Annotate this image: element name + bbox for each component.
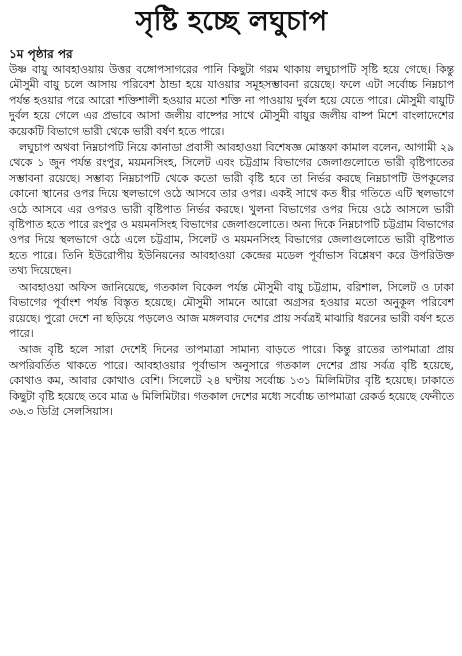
- article-paragraph-1: উষ্ণ বায়ু আবহাওয়ায় উত্তর বঙ্গোপসাগরের পানি কিছুটা গরম থাকায় লঘুচাপটি সৃষ্টি হয়ে গেছে। কিন্তু মৌসুমী বায়ু চলে আসায় পরিবেশ ঠান্ডা হয়ে যাওয়ার সমূহসম্ভাবনা রয়েছে। ফলে এটা সর্বোচ্চ নিম্নচাপ পর্যন্ত হওয়ার পরে আরো শক্তিশালী হওয়ার মতো শক্তি না পাওয়ায় দুর্বল হয়ে যেতে পারে। মৌসুমী বায়ুটি দুর্বল হয়ে গেলে এর প্রভাবে আসা জলীয় বাষ্পের সাথে মৌসুমী বায়ুর জলীয় বাষ্প মিশে বাংলাদেশের কয়েকটি বিভাগে ভারী থেকে ভারী বর্ষণ হতে পারে।: [9, 63, 454, 138]
- article-paragraph-3: আবহাওয়া অফিস জানিয়েছে, গতকাল বিকেল পর্যন্ত মৌসুমী বায়ু চট্টগ্রাম, বরিশাল, সিলেট ও ঢাকা বিভাগের পূর্বাংশ পর্যন্ত বিস্তৃত হয়েছে। মৌসুমী সামনে আরো অগ্রসর হওয়ার মতো অনুকূল পরিবেশ রয়েছে। পুরো দেশে না ছড়িয়ে পড়লেও আজ মঙ্গলবার দেশের প্রায় সর্বত্রই মাঝারি ধরনের ভারী বর্ষণ হতে পারে।: [9, 280, 454, 340]
- article-paragraph-4: আজ বৃষ্টি হলে সারা দেশেই দিনের তাপমাত্রা সামান্য বাড়তে পারে। কিন্তু রাতের তাপমাত্রা প্রায় অপরিবর্তিত থাকতে পারে। আবহাওয়ার পূর্বাভাস অনুসারে গতকাল দেশের প্রায় সর্বত্র বৃষ্টি হয়েছে, কোথাও কম, আবার কোথাও বেশি। সিলেটে ২৪ ঘণ্টায় সর্বোচ্চ ১৩১ মিলিমিটার বৃষ্টি হয়েছে। ঢাকাতে কিছুটা বৃষ্টি হয়েছে তবে মাত্র ৬ মিলিমিটার। গতকাল দেশের মধ্যে সর্বোচ্চ তাপমাত্রা রেকর্ড হয়েছে ফেনীতে ৩৬.৩ ডিগ্রি সেলসিয়াস।: [9, 343, 454, 418]
- continued-from-label: ১ম পৃষ্ঠার পর: [9, 47, 73, 61]
- article-headline: সৃষ্টি হচ্ছে লঘুচাপ: [135, 6, 328, 37]
- article-paragraph-2: লঘুচাপ অথবা নিম্নচাপটি নিয়ে কানাডা প্রবাসী আবহাওয়া বিশেষজ্ঞ মোস্তফা কামাল বলেন, আগামী ২৯ থেকে ১ জুন পর্যন্ত রংপুর, ময়মনসিংহ, সিলেট এবং চট্টগ্রাম বিভাগের জেলাগুলোতে ভারী বৃষ্টিপাতের সম্ভাবনা রয়েছে। সম্ভাব্য নিম্নচাপটি থেকে কতো ভারী বৃষ্টি হবে তা নির্ভর করছে নিম্নচাপটি উপকূলের কোনো স্থানের ওপর দিয়ে স্থলভাগে ওঠে আসবে তার ওপর। একই সাথে কত ধীর গতিতে এটি স্থলভাগে ওঠে আসবে এর ওপরও ভারী বৃষ্টিপাত নির্ভর করছে। খুলনা বিভাগের ওপর দিয়ে ওঠে আসলে ভারী বৃষ্টিপাত হতে পারে রংপুর ও ময়মনসিংহ বিভাগের জেলাগুলোতে। অন্য দিকে নিম্নচাপটি চট্টগ্রাম বিভাগের ওপর দিয়ে স্থলভাগে ওঠে এলে চট্টগ্রাম, সিলেট ও ময়মনসিংহ বিভাগের জেলাগুলোতে ভারী বৃষ্টিপাত হতে পারে। তিনি ইউরোপীয় ইউনিয়নের আবহাওয়া কেন্দ্রের মডেল পূর্বাভাস বিশ্লেষণ করে উপরিউক্ত তথ্য দিয়েছেন।: [9, 141, 454, 278]
